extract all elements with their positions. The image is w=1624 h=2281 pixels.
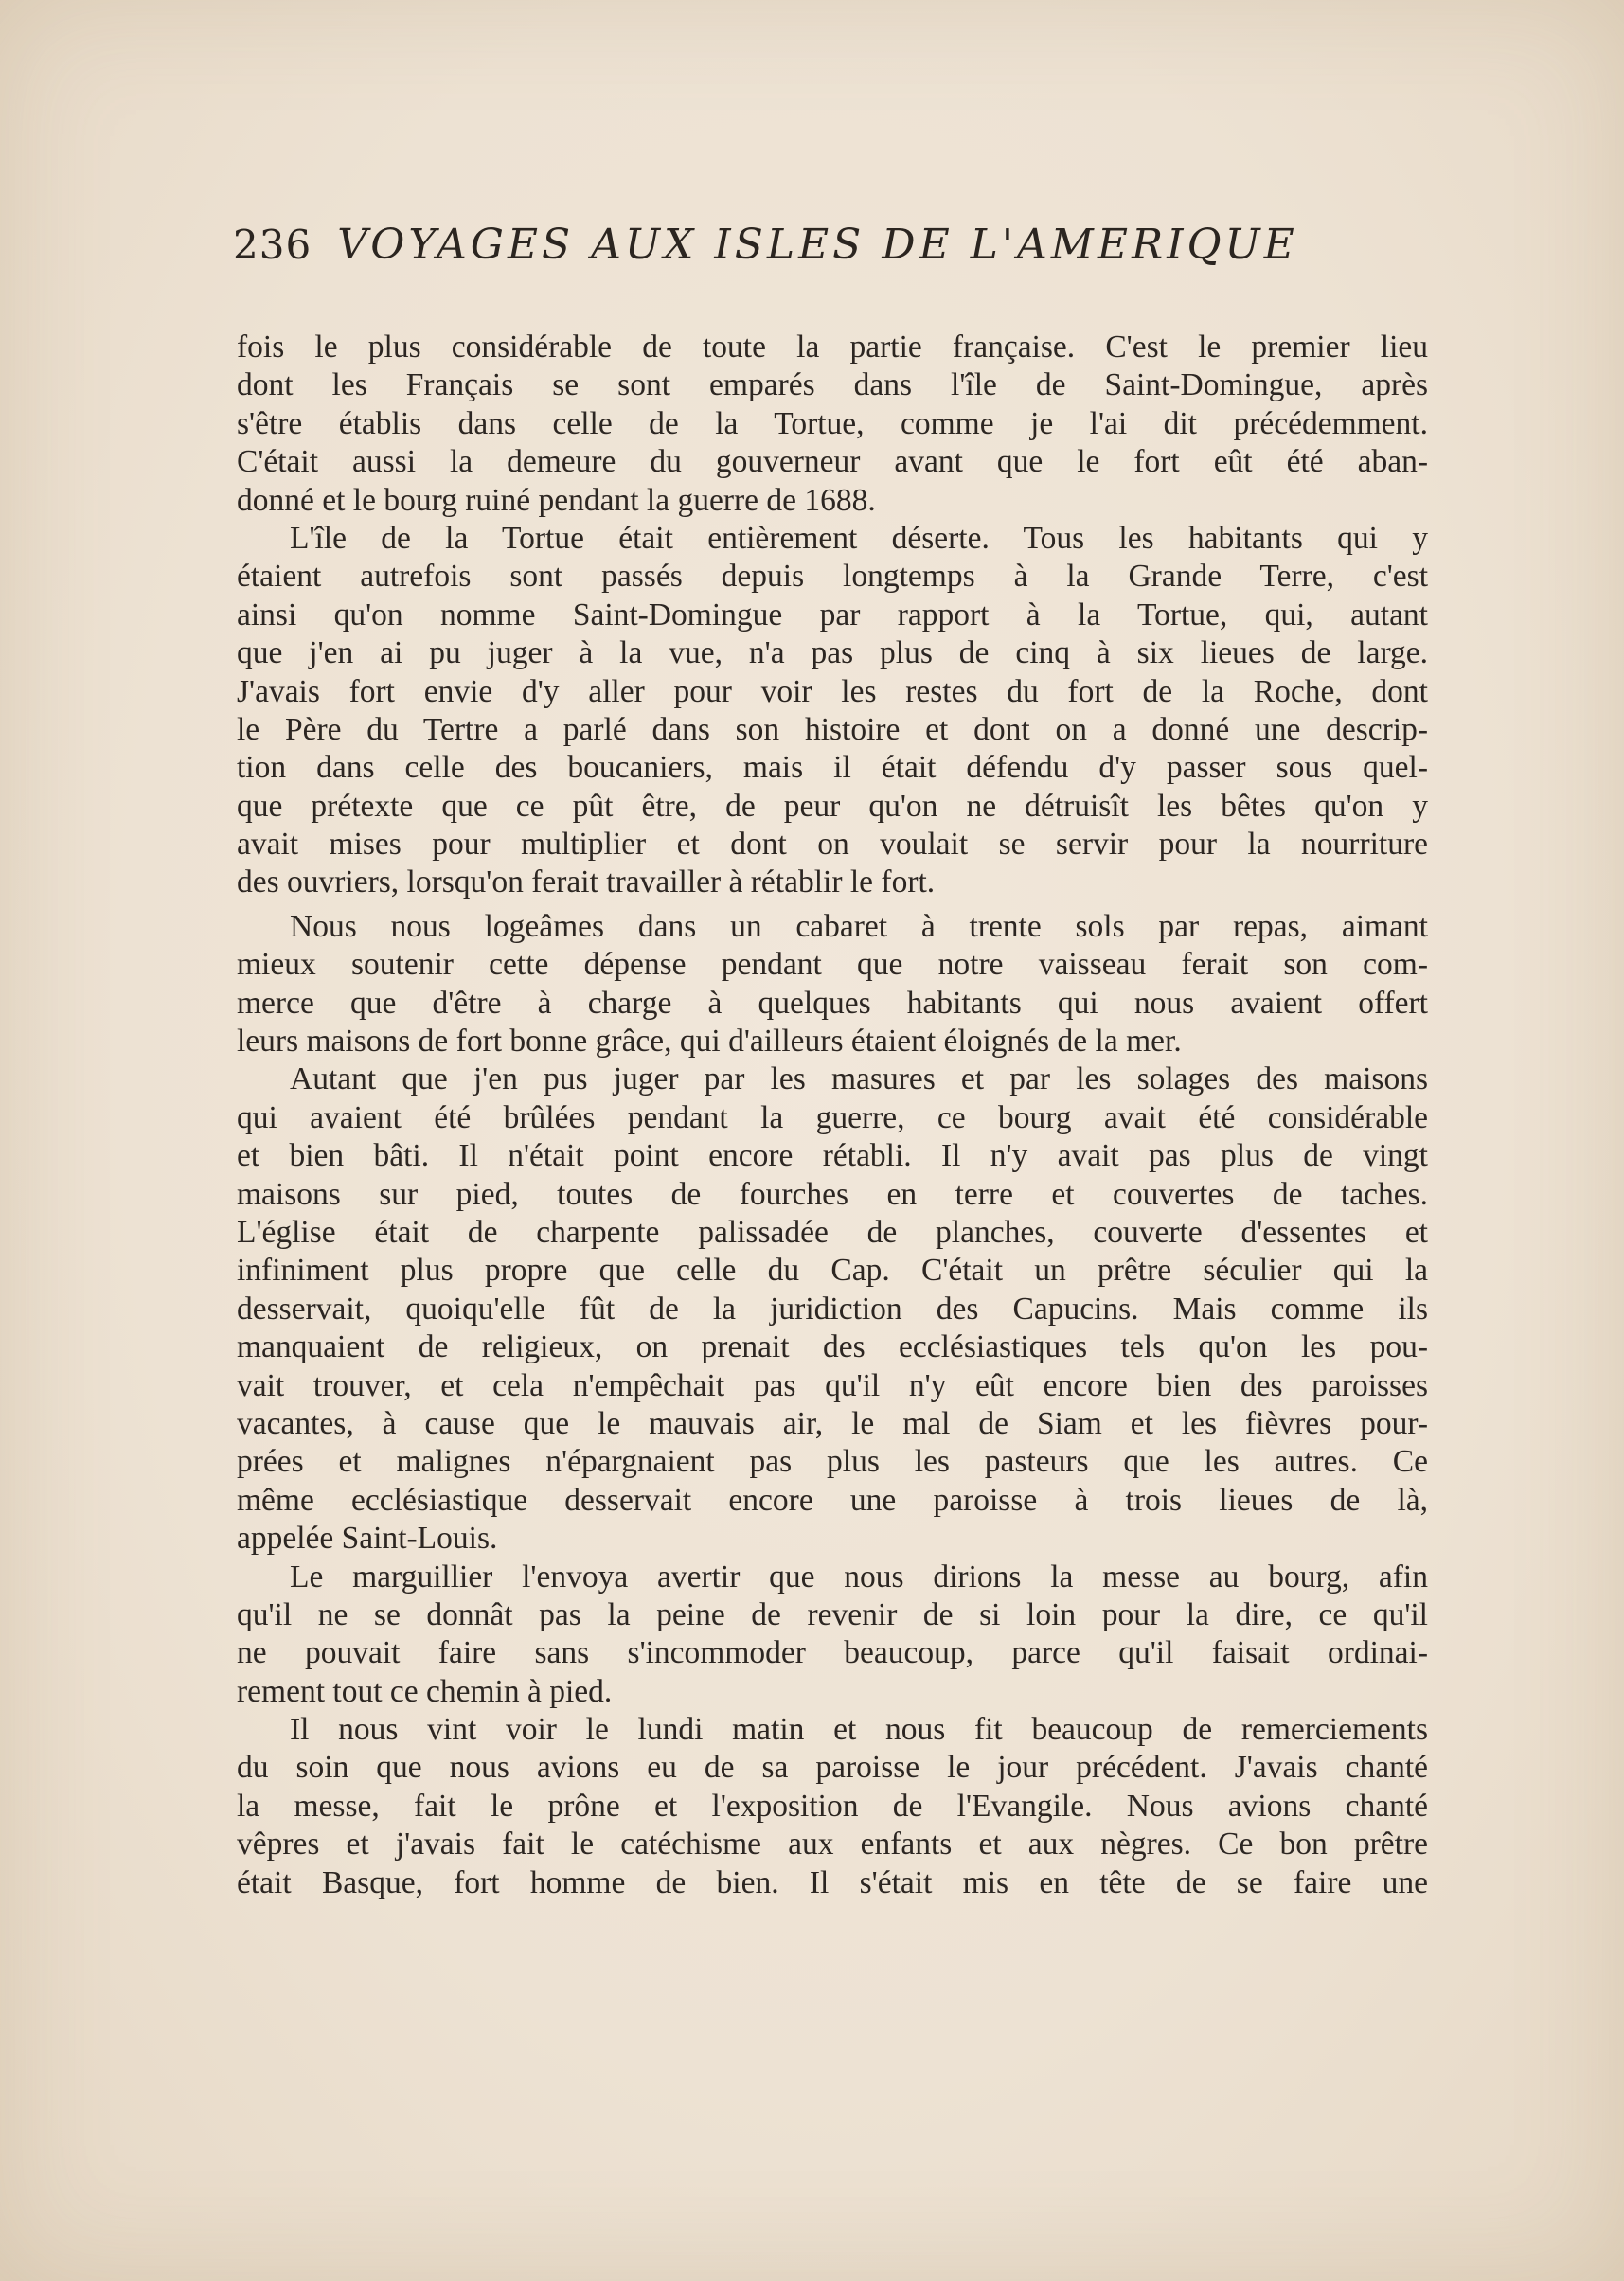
text-line: le Père du Tertre a parlé dans son histoire et dont on a donné une descrip- xyxy=(237,711,1428,747)
text-line: dont les Français se sont emparés dans l'île de Saint-Domingue, après xyxy=(237,367,1428,403)
text-line: C'était aussi la demeure du gouverneur avant que le fort eût été aban- xyxy=(237,444,1428,480)
text-line: était Basque, fort homme de bien. Il s'était mis en tête de se faire une xyxy=(237,1864,1428,1900)
text-line: la messe, fait le prône et l'exposition de l'Evangile. Nous avions chanté xyxy=(237,1788,1428,1824)
text-line: L'île de la Tortue était entièrement déserte. Tous les habitants qui y xyxy=(290,520,1428,556)
text-line: desservait, quoiqu'elle fût de la juridiction des Capucins. Mais comme ils xyxy=(237,1291,1428,1327)
text-line: vacantes, à cause que le mauvais air, le mal de Siam et les fièvres pour- xyxy=(237,1405,1428,1441)
text-line: vait trouver, et cela n'empêchait pas qu'il n'y eût encore bien des paroisses xyxy=(237,1367,1428,1403)
text-line: Il nous vint voir le lundi matin et nous fit beaucoup de remerciements xyxy=(290,1712,1428,1748)
text-line: ne pouvait faire sans s'incommoder beaucoup, parce qu'il faisait ordinai- xyxy=(237,1635,1428,1671)
text-line: des ouvriers, lorsqu'on ferait travailler à rétablir le fort. xyxy=(237,864,936,900)
text-line: maisons sur pied, toutes de fourches en terre et couvertes de taches. xyxy=(237,1176,1428,1212)
paragraph xyxy=(237,1060,1428,1558)
text-line: et bien bâti. Il n'était point encore rétabli. Il n'y avait pas plus de vingt xyxy=(237,1138,1428,1174)
text-line: vêpres et j'avais fait le catéchisme aux enfants et aux nègres. Ce bon prêtre xyxy=(237,1827,1428,1862)
page-number: 236 xyxy=(233,222,312,268)
text-line: merce que d'être à charge à quelques habitants qui nous avaient offert xyxy=(237,985,1428,1021)
text-line: avait mises pour multiplier et dont on voulait se servir pour la nourriture xyxy=(237,827,1428,863)
paragraph xyxy=(237,329,1428,520)
text-line: qui avaient été brûlées pendant la guerre, ce bourg avait été considérable xyxy=(237,1099,1428,1135)
text-line: prées et malignes n'épargnaient pas plus les pasteurs que les autres. Ce xyxy=(237,1444,1428,1480)
text-line: étaient autrefois sont passés depuis longtemps à la Grande Terre, c'est xyxy=(237,559,1428,595)
text-line: fois le plus considérable de toute la partie française. C'est le premier lieu xyxy=(237,330,1428,365)
text-line: donné et le bourg ruiné pendant la guerre de 1688. xyxy=(237,482,876,518)
paragraph xyxy=(237,520,1428,902)
text-line: L'église était de charpente palissadée de planches, couverte d'essentes et xyxy=(237,1214,1428,1250)
paragraph xyxy=(237,1711,1428,1902)
text-line: qu'il ne se donnât pas la peine de revenir de si loin pour la dire, ce qu'il xyxy=(237,1596,1428,1632)
text-line: tion dans celle des boucaniers, mais il était défendu d'y passer sous quel- xyxy=(237,750,1428,786)
text-line: rement tout ce chemin à pied. xyxy=(237,1673,613,1709)
paragraph xyxy=(237,908,1428,1061)
running-head xyxy=(233,221,1426,287)
book-title: VOYAGES AUX ISLES DE L'AMERIQUE xyxy=(337,221,1298,269)
text-line: manquaient de religieux, on prenait des ecclésiastiques tels qu'on les pou- xyxy=(237,1329,1428,1365)
body-text xyxy=(237,329,1428,1902)
text-line: que prétexte que ce pût être, de peur qu'on ne détruisît les bêtes qu'on y xyxy=(237,788,1428,824)
text-line: Le marguillier l'envoya avertir que nous dirions la messe au bourg, afin xyxy=(290,1559,1428,1595)
text-line: infiniment plus propre que celle du Cap. C'était un prêtre séculier qui la xyxy=(237,1253,1428,1289)
text-line: Autant que j'en pus juger par les masures et par les solages des maisons xyxy=(290,1061,1428,1097)
text-line: J'avais fort envie d'y aller pour voir les restes du fort de la Roche, dont xyxy=(237,673,1428,709)
text-line: que j'en ai pu juger à la vue, n'a pas plus de cinq à six lieues de large. xyxy=(237,635,1428,671)
text-line: appelée Saint-Louis. xyxy=(237,1521,498,1557)
text-line: Nous nous logeâmes dans un cabaret à trente sols par repas, aimant xyxy=(290,908,1428,944)
text-line: s'être établis dans celle de la Tortue, comme je l'ai dit précédemment. xyxy=(237,405,1428,441)
text-line: du soin que nous avions eu de sa paroisse le jour précédent. J'avais chanté xyxy=(237,1750,1428,1786)
paragraph xyxy=(237,1559,1428,1712)
text-line: mieux soutenir cette dépense pendant que notre vaisseau ferait son com- xyxy=(237,947,1428,983)
text-line: même ecclésiastique desservait encore une paroisse à trois lieues de là, xyxy=(237,1482,1428,1518)
text-line: leurs maisons de fort bonne grâce, qui d'ailleurs étaient éloignés de la mer. xyxy=(237,1024,1182,1060)
text-line: ainsi qu'on nomme Saint-Domingue par rapport à la Tortue, qui, autant xyxy=(237,597,1428,633)
